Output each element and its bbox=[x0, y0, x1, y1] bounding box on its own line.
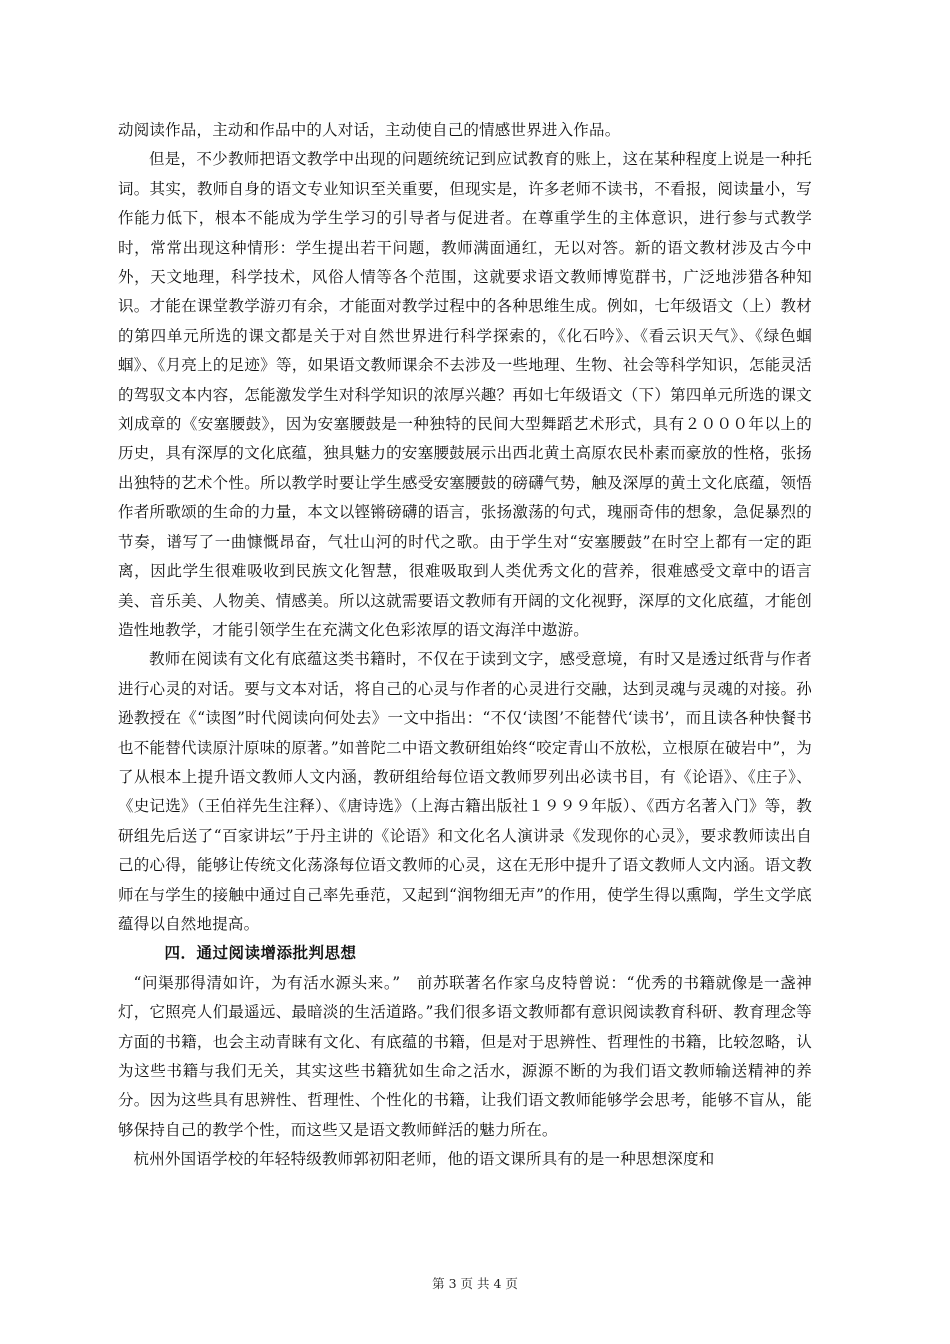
paragraph-critical-thinking: “问渠那得清如许，为有活水源头来。” 前苏联著名作家乌皮特曾说：“优秀的书籍就像是一盏神灯，它照亮人们最遥远、最暗淡的生活道路。”我们很多语文教师都有意识阅读教育科研、教育理念等方面的书籍，也会主动青睐有文化、有底蕴的书籍，但是对于思辨性、哲理性的书籍，比较忽略，认为这些书籍与我们无关，其实这些书籍犹如生命之活水，源源不断的为我们语文教师输送精神的养分。因为这些具有思辨性、哲理性、个性化的书籍，让我们语文教师能够学会思考，能够不盲从，能够保持自己的教学个性，而这些又是语文教师鲜活的魅力所在。 bbox=[118, 973, 812, 1139]
paragraph-continuation: 动阅读作品，主动和作品中的人对话，主动使自己的情感世界进入作品。 bbox=[118, 121, 621, 139]
paragraph-guo-chuyang: 杭州外国语学校的年轻特级教师郭初阳老师，他的语文课所具有的是一种思想深度和 bbox=[133, 1150, 715, 1169]
page-footer: 第 3 页 共 4 页 bbox=[432, 1276, 518, 1291]
document-body bbox=[118, 116, 812, 1175]
paragraph-cultural-reading: 教师在阅读有文化有底蕴这类书籍时，不仅在于读到文字，感受意境，有时又是透过纸背与作者进行心灵的对话。要与文本对话，将自己的心灵与作者的心灵进行交融，达到灵魂与灵魂的对接。孙逊教授在《“读图”时代阅读向何处去》一文中指出：“不仅‘读图’不能替代‘读书’，而且读各种快餐书也不能替代读原汁原味的原著。”如普陀二中语文教研组始终“咬定青山不放松，立根原在破岩中”，为了从根本上提升语文教师人文内涵，教研组给每位语文教师罗列出必读书目，有《论语》、《庄子》、《史记选》（王伯祥先生注释）、《唐诗选》（上海古籍出版社１９９９年版）、《西方名著入门》等，教研组先后送了“百家讲坛”于丹主讲的《论语》和文化名人演讲录《发现你的心灵》，要求教师读出自己的心得，能够让传统文化荡涤每位语文教师的心灵，这在无形中提升了语文教师人文内涵。语文教师在与学生的接触中通过自己率先垂范，又起到“润物细无声”的作用，使学生得以熏陶，学生文学底蕴得以自然地提高。 bbox=[118, 650, 812, 933]
section-heading: 四．通过阅读增添批判思想 bbox=[164, 944, 357, 963]
paragraph-teacher-knowledge: 但是，不少教师把语文教学中出现的问题统统记到应试教育的账上，这在某种程度上说是一种托词。其实，教师自身的语文专业知识至关重要，但现实是，许多老师不读书，不看报，阅读量小，写作能力低下，根本不能成为学生学习的引导者与促进者。在尊重学生的主体意识，进行参与式教学时，常常出现这种情形：学生提出若干问题，教师满面通红，无以对答。新的语文教材涉及古今中外，天文地理，科学技术，风俗人情等各个范围，这就要求语文教师博览群书，广泛地涉猎各种知识。才能在课堂教学游刃有余，才能面对教学过程中的各种思维生成。例如，七年级语文（上）教材的第四单元所选的课文都是关于对自然世界进行科学探索的，《化石吟》、《看云识天气》、《绿色蝈蝈》、《月亮上的足迹》等，如果语文教师课余不去涉及一些地理、生物、社会等科学知识，怎能灵活的驾驭文本内容，怎能激发学生对科学知识的浓厚兴趣？再如七年级语文（下）第四单元所选的课文刘成章的《安塞腰鼓》，因为安塞腰鼓是一种独特的民间大型舞蹈艺术形式，具有２０００年以上的历史，具有深厚的文化底蕴，独具魅力的安塞腰鼓展示出西北黄土高原农民朴素而豪放的性格，张扬出独特的艺术个性。所以教学时要让学生感受安塞腰鼓的磅礴气势，触及深厚的黄土文化底蕴，领悟作者所歌颂的生命的力量，本文以铿锵磅礴的语言，张扬激荡的句式，瑰丽奇伟的想象，急促暴烈的节奏，谱写了一曲慷慨昂奋，气壮山河的时代之歌。由于学生对“安塞腰鼓”在时空上都有一定的距离，因此学生很难吸收到民族文化智慧，很难吸取到人类优秀文化的营养，很难感受文章中的语言美、音乐美、人物美、情感美。所以这就需要语文教师有开阔的文化视野，深厚的文化底蕴，才能创造性地教学，才能引领学生在充满文化色彩浓厚的语文海洋中遨游。 bbox=[118, 150, 812, 639]
